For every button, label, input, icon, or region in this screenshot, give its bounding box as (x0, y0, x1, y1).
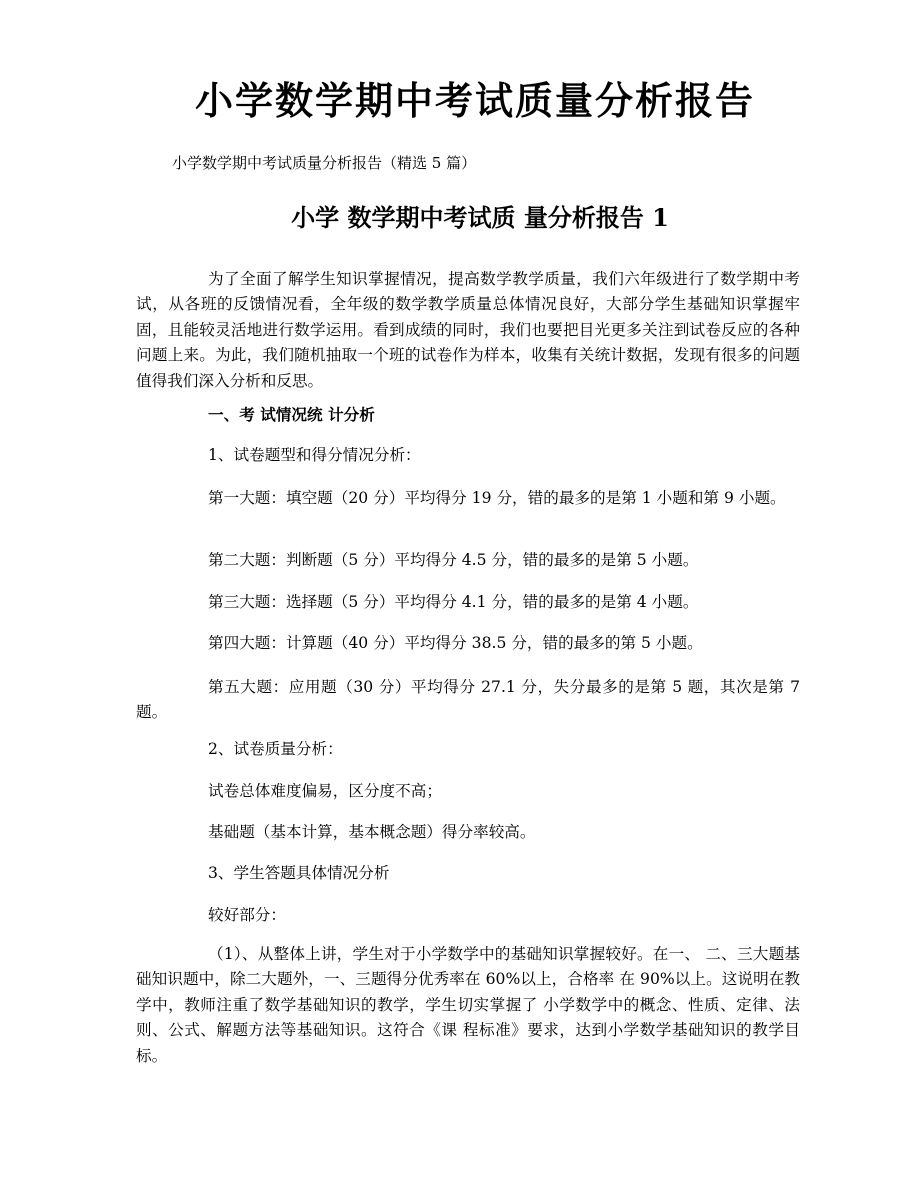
question-3-analysis: 第三大题：选择题（5 分）平均得分 4.1 分，错的最多的是第 4 小题。 (208, 593, 699, 611)
subtitle: 小学数学期中考试质量分析报告（精选 5 篇） (172, 154, 477, 172)
quality-point-1: 试卷总体难度偏易，区分度不高； (208, 782, 442, 800)
subheading-answer-analysis: 3、学生答题具体情况分析 (208, 864, 390, 882)
intro-paragraph: 为了全面了解学生知识掌握情况，提高数学教学质量，我们六年级进行了数学期中考试，从各班的反馈情况看，全年级的数学教学质量总体情况良好，大部分学生基础知识掌握牢固，且能较灵活地进行数学运用。看到成绩的同时，我们也要把目光更多关注到试卷反应的各种问题上来。为此，我们随机抽取一个班的试卷作为样本，收集有关统计数据，发现有很多的问题值得我们深入分析和反思。 (136, 270, 800, 390)
question-1-analysis: 第一大题：填空题（20 分）平均得分 19 分，错的最多的是第 1 小题和第 9 小题。 (208, 489, 786, 507)
good-part-label: 较好部分： (208, 906, 286, 924)
page-title: 小学数学期中考试质量分析报告 (194, 78, 755, 123)
heading-exam-statistics: 一、考 试情况统 计分析 (208, 405, 375, 424)
section-title: 小学 数学期中考试质 量分析报告 1 (291, 203, 669, 232)
quality-point-2: 基础题（基本计算，基本概念题）得分率较高。 (208, 823, 536, 841)
point-1-paragraph: （1）、从整体上讲，学生对于小学数学中的基础知识掌握较好。在一、 二、三大题基础知识题中，除二大题外，一、三题得分优秀率在 60%以上，合格率 在 90%以上。这说明在教学中，教师注重了数学基础知识的教学，学生切实掌握了 小学数学中的概念、性质、定律、法则、公式、解题方法等基础知识。这符合《课 程标准》要求，达到小学数学基础知识的教学目标。 (136, 945, 800, 1065)
question-4-analysis: 第四大题：计算题（40 分）平均得分 38.5 分，错的最多的第 5 小题。 (208, 634, 703, 652)
subheading-question-types: 1、试卷题型和得分情况分析： (208, 446, 421, 464)
question-2-analysis: 第二大题：判断题（5 分）平均得分 4.5 分，错的最多的是第 5 小题。 (208, 551, 699, 569)
subheading-quality-analysis: 2、试卷质量分析： (208, 740, 343, 758)
question-5-analysis: 第五大题：应用题（30 分）平均得分 27.1 分，失分最多的是第 5 题，其次是第 7 题。 (136, 678, 800, 722)
